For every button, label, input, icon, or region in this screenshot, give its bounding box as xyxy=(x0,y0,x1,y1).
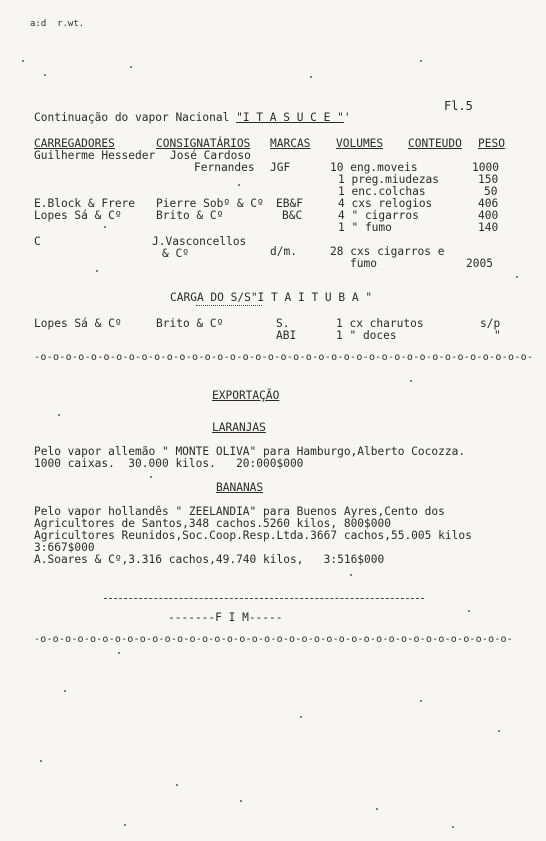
speck xyxy=(118,652,120,654)
volumes-cell: 1 cx charutos xyxy=(336,317,424,330)
carga-heading: CARGA DO S/S"I T A I T U B A " xyxy=(170,291,373,304)
marca-cell: ABI xyxy=(276,329,297,342)
speck xyxy=(58,414,60,416)
bananas-heading: BANANAS xyxy=(216,481,264,494)
laranjas-line: Pelo vapor allemão " MONTE OLIVA" para Hamburgo,Alberto Cocozza. xyxy=(34,445,466,458)
laranjas-heading: LARANJAS xyxy=(212,421,266,434)
peso-cell: 140 xyxy=(478,221,499,234)
consignatario-cell: Brito & Cº xyxy=(156,209,224,222)
speck xyxy=(64,690,66,692)
peso-cell: 150 xyxy=(478,173,499,186)
header-peso: PESO xyxy=(478,137,505,150)
speck xyxy=(130,66,132,68)
carregador-cell: Lopes Sá & Cº xyxy=(34,317,122,330)
bananas-line: A.Soares & Cº,3.316 cachos,49.740 kilos, 3:516$000 xyxy=(34,553,385,566)
continuation-suffix: ' xyxy=(343,111,351,124)
closing-line: -o-o-o-o-o-o-o-o-o-o-o-o-o-o-o-o-o-o-o-o-o-o-o-o-o-o-o-o-o-o-o-o-o-o-o-o-o-o- xyxy=(34,634,513,645)
speck xyxy=(22,60,24,62)
consignatario-cell: Brito & Cº xyxy=(156,317,224,330)
speck xyxy=(300,716,302,718)
header-carregadores: CARREGADORES xyxy=(34,137,115,150)
speck xyxy=(150,476,152,478)
volumes-cell: 4 cxs relogios xyxy=(338,197,433,210)
carga-heading-underline xyxy=(196,305,262,306)
speck xyxy=(238,184,240,186)
volumes-cell: 1 preg.miudezas xyxy=(338,173,440,186)
speck xyxy=(310,76,312,78)
peso-cell: 406 xyxy=(478,197,499,210)
peso-cell: 400 xyxy=(478,209,499,222)
speck xyxy=(104,226,106,228)
speck xyxy=(124,824,126,826)
consignatario-cell: J.Vasconcellos xyxy=(152,235,247,248)
carregador-cell: Lopes Sá & Cº xyxy=(34,209,122,222)
divider-rule xyxy=(104,598,424,599)
speck xyxy=(44,74,46,76)
marca-cell: B&C xyxy=(282,209,303,222)
corner-mark: a:d r.wt. xyxy=(30,19,85,29)
marca-cell: d/m. xyxy=(270,245,297,258)
speck xyxy=(376,808,378,810)
continuation-line xyxy=(34,112,351,124)
speck xyxy=(240,800,242,802)
speck xyxy=(420,60,422,62)
peso-cell: s/p xyxy=(480,317,501,330)
speck xyxy=(350,574,352,576)
speck xyxy=(96,270,98,272)
speck xyxy=(410,380,412,382)
peso-cell: 2005 xyxy=(466,257,493,270)
speck xyxy=(452,826,454,828)
exportacao-heading: EXPORTAÇÃO xyxy=(212,389,280,402)
bananas-line: Agricultores de Santos,348 cachos.5260 kilos, 800$000 xyxy=(34,517,391,530)
header-volumes: VOLUMES xyxy=(336,137,384,150)
header-marcas: MARCAS xyxy=(270,137,311,150)
speck xyxy=(420,700,422,702)
bananas-line: Pelo vapor hollandês " ZEELANDIA" para Buenos Ayres,Cento dos xyxy=(34,505,445,518)
carregador-cell: Guilherme Hesseder xyxy=(34,149,156,162)
bananas-line: 3:667$000 xyxy=(34,541,95,554)
speck xyxy=(40,760,42,762)
consignatario-cell: & Cº xyxy=(162,247,189,260)
volumes-cell: 1 " fumo xyxy=(338,221,392,234)
marca-cell: JGF xyxy=(270,161,291,174)
fim-marker: -------F I M----- xyxy=(168,611,283,624)
volumes-cell: 1 enc.colchas xyxy=(338,185,426,198)
consignatario-cell: Pierre Sobº & Cº xyxy=(156,197,264,210)
carregador-cell: C xyxy=(34,235,41,248)
speck xyxy=(516,276,518,278)
peso-cell: " xyxy=(494,329,501,342)
consignatario-cell: José Cardoso xyxy=(170,149,251,162)
laranjas-line: 1000 caixas. 30.000 kilos. 20:000$000 xyxy=(34,457,304,470)
volumes-cell: 1 " doces xyxy=(336,329,397,342)
header-consignatarios: CONSIGNATÁRIOS xyxy=(156,137,251,150)
header-conteudo: CONTEUDO xyxy=(408,137,462,150)
peso-cell: 1000 xyxy=(472,161,499,174)
speck xyxy=(498,730,500,732)
carregador-cell: E.Block & Frere xyxy=(34,197,136,210)
bananas-line: Agricultores Reunidos,Soc.Coop.Resp.Ltda.3667 cachos,55.005 kilos xyxy=(34,529,472,542)
speck xyxy=(468,610,470,612)
speck xyxy=(176,784,178,786)
volumes-cell: 4 " cigarros xyxy=(338,209,419,222)
marca-cell: EB&F xyxy=(276,197,303,210)
ship-name: "I T A S U C E " xyxy=(236,111,344,124)
continuation-prefix: Continuação do vapor Nacional xyxy=(34,111,237,124)
marca-cell: S. xyxy=(276,317,290,330)
volumes-cell: 10 eng.moveis xyxy=(330,161,418,174)
peso-cell: 50 xyxy=(484,185,498,198)
volumes-cell: 28 cxs cigarros e xyxy=(330,245,445,258)
separator-line: -o-o-o-o-o-o-o-o-o-o-o-o-o-o-o-o-o-o-o-o-o-o-o-o-o-o-o-o-o-o-o-o-o-o-o-o-o-o-o- xyxy=(34,352,534,363)
consignatario-cell: Fernandes xyxy=(194,161,255,174)
folio-number: Fl.5 xyxy=(444,99,473,113)
volumes-cell: fumo xyxy=(350,257,377,270)
